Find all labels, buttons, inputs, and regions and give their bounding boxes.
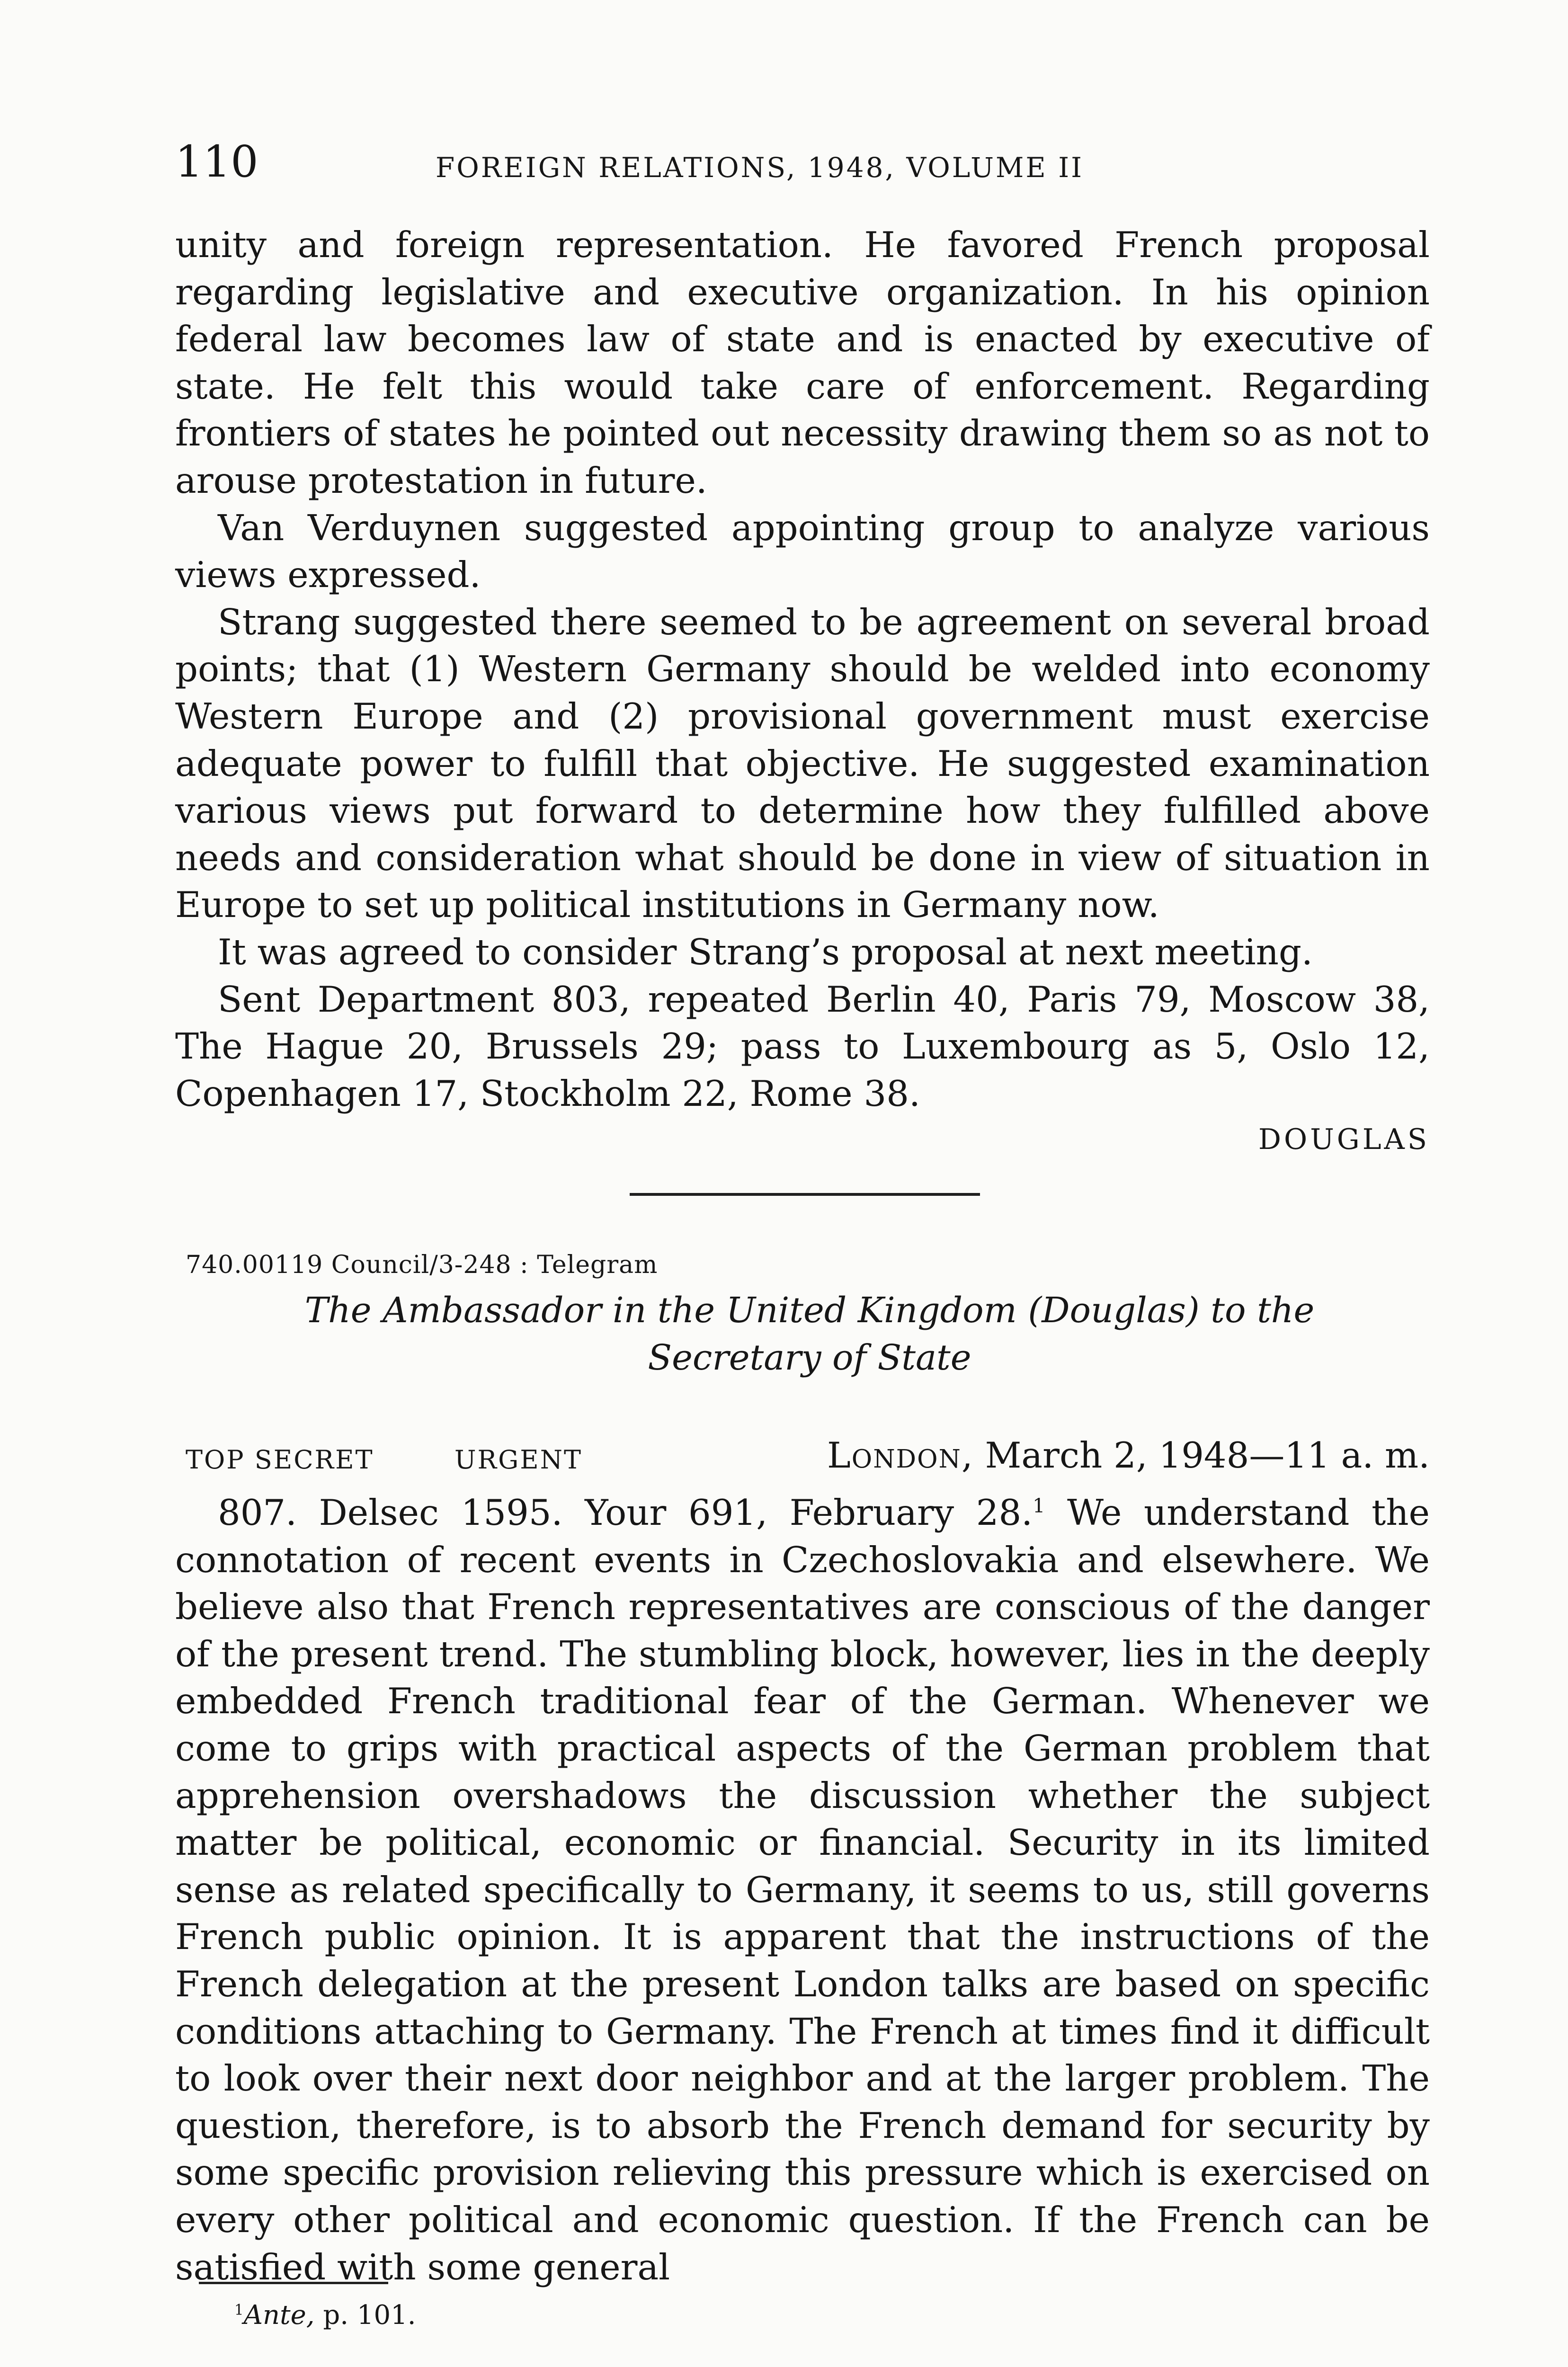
- body-text: We understand the connotation of recent events in Czechoslovakia and elsewhere. We believe also that French representatives are conscious of the danger of the present trend. The stumbling block, however, lies in the deeply embedded French traditional fear of the German. Whenever we come to grips with practical aspects of the German problem that apprehension overshadows the discussion whether the subject matter be political, economic or financial. Security in its limited sense as related specifically to Germany, it seems to us, still governs French public opinion. It is apparent that the instructions of the French delegation at the present London talks are based on specific conditions attaching to Germany. The French at times find it difficult to look over their next door neighbor and at the larger problem. The question, therefore, is to absorb the French demand for security by some specific provision relieving this pressure which is exercised on every other political and economic question. If the French can be satisfied with some general: [175, 1492, 1430, 2288]
- continued-telegram-text: [175, 222, 1430, 1156]
- footnote-marker: 1: [234, 2301, 244, 2319]
- page-number: 110: [175, 136, 258, 187]
- date: March 2, 1948—11 a. m.: [985, 1434, 1430, 1476]
- paragraph: [175, 1483, 1430, 2291]
- classification-line: [186, 1434, 1430, 1482]
- paragraph: Van Verduynen suggested appointing group to analyze various views expressed.: [175, 507, 1430, 596]
- body-text: 807. Delsec 1595. Your 691, February 28.: [218, 1492, 1033, 1533]
- section-divider: [630, 1193, 980, 1196]
- paragraph: Strang suggested there seemed to be agreement on several broad points; that (1) Western Germany should be welded into economy Western Europe and (2) provisional government must exercise adequate power to fulfill that objective. He suggested examination various views put forward to determine how they fulfilled above needs and consideration what should be done in view of situation in Europe to set up political institutions in Germany now.: [175, 601, 1430, 926]
- signature: DOUGLAS: [1258, 1123, 1430, 1157]
- precedence: URGENT: [454, 1445, 582, 1475]
- footnote-text: p. 101.: [314, 2300, 416, 2331]
- running-title: FOREIGN RELATIONS, 1948, VOLUME II: [436, 151, 1084, 184]
- running-header: [175, 138, 1430, 190]
- paragraph: It was agreed to consider Strang’s proposal at next meeting.: [218, 931, 1313, 973]
- file-reference: 740.00119 Council/3-248 : Telegram: [186, 1251, 658, 1279]
- classification: TOP SECRET: [186, 1445, 374, 1475]
- title-line: Secretary of State: [648, 1337, 971, 1378]
- footnote-reference: 1: [1033, 1495, 1045, 1517]
- document-title: [189, 1287, 1430, 1381]
- footnote: [234, 2300, 416, 2331]
- footnote-italic: Ante,: [243, 2300, 315, 2331]
- paragraph: unity and foreign representation. He favored French proposal regarding legislative and executive organization. In his opinion federal law becomes law of state and is enacted by executive of state. He felt this would take care of enforcement. Regarding frontiers of states he pointed out necessity drawing them so as not to arouse protestation in future.: [175, 224, 1430, 501]
- title-line: The Ambassador in the United Kingdom (Douglas) to the: [304, 1290, 1315, 1331]
- footnote-rule: [199, 2282, 388, 2284]
- paragraph: Sent Department 803, repeated Berlin 40, Paris 79, Moscow 38, The Hague 20, Brussels 29; pass to Luxembourg as 5, Oslo 12, Copenhagen 17, Stockholm 22, Rome 38.: [175, 978, 1430, 1114]
- dateline: [827, 1434, 1430, 1476]
- place: London,: [827, 1434, 974, 1476]
- telegram-body: [175, 1483, 1430, 2291]
